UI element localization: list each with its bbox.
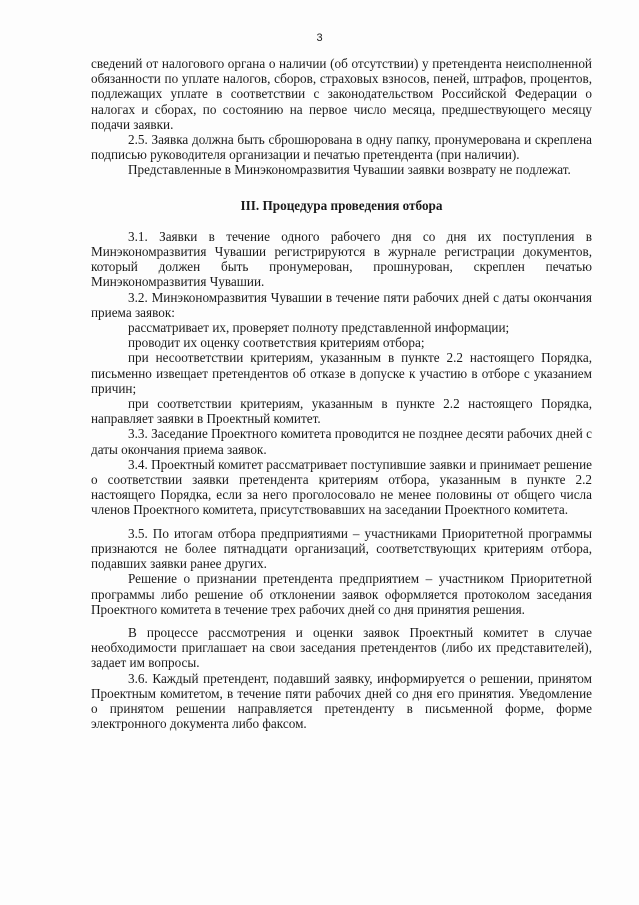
document-body: [91, 56, 592, 731]
list-item: проводит их оценку соответствия критериям отбора;: [128, 335, 425, 351]
paragraph: 3.6. Каждый претендент, подавший заявку, информируется о решении, принятом Проектным комитетом, в течение пяти рабочих дней со дня его принятия. Уведомление о принятом решении направляется претенденту в письменной форме, форме электронного документа либо факсом.: [91, 670, 592, 732]
paragraph: 3.1. Заявки в течение одного рабочего дня со дня их поступления в Минэкономразвития Чувашии регистрируются в журнале регистрации документов, который должен быть пронумерован, прошнурован, скреплен печатью Минэкономразвития Чувашии.: [91, 228, 592, 290]
paragraph: Решение о признании претендента предприятием – участником Приоритетной программы либо решение об отклонении заявок оформляется протоколом заседания Проектного комитета в течение трех рабочих дней со дня принятия решения.: [91, 571, 592, 617]
paragraph: 3.4. Проектный комитет рассматривает поступившие заявки и принимает решение о соответствии заявки претендента критериям отбора, указанным в пункте 2.2 настоящего Порядка, если за него проголосовало не менее половины от общего числа членов Проектного комитета, присутствовавших на заседании Проектного комитета.: [91, 456, 593, 518]
page-number: 3: [316, 32, 323, 44]
paragraph: 2.5. Заявка должна быть сброшюрована в одну папку, пронумерована и скреплена подписью руководителя организации и печатью претендента (при наличии).: [91, 132, 592, 163]
paragraph: Представленные в Минэкономразвития Чувашии заявки возврату не подлежат.: [128, 162, 571, 178]
list-item: рассматривает их, проверяет полноту представленной информации;: [128, 320, 510, 336]
list-item: при соответствии критериям, указанным в пункте 2.2 настоящего Порядка, направляет заявки в Проектный комитет.: [91, 396, 592, 427]
paragraph: 3.3. Заседание Проектного комитета проводится не позднее десяти рабочих дней с даты окончания приема заявок.: [91, 426, 592, 457]
paragraph: сведений от налогового органа о наличии (об отсутствии) у претендента неисполненной обязанности по уплате налогов, сборов, страховых взносов, пеней, штрафов, процентов, подлежащих уплате в соответствии с законодательством Российской Федерации о налогах и сборах, по состоянию на первое число месяца, предшествующего месяцу подачи заявки.: [91, 56, 592, 132]
section-heading: III. Процедура проведения отбора: [240, 197, 443, 213]
paragraph: 3.2. Минэкономразвития Чувашии в течение пяти рабочих дней с даты окончания приема заявок:: [91, 289, 592, 320]
list-item: при несоответствии критериям, указанным в пункте 2.2 настоящего Порядка, письменно извещает претендентов об отказе в допуске к участию в отборе с указанием причин;: [91, 350, 592, 396]
paragraph: 3.5. По итогам отбора предприятиями – участниками Приоритетной программы признаются не более пятнадцати организаций, соответствующих критериям отбора, подавших заявки ранее других.: [91, 525, 592, 572]
paragraph: В процессе рассмотрения и оценки заявок Проектный комитет в случае необходимости приглашает на свои заседания претендентов (либо их представителей), задает им вопросы.: [91, 624, 592, 671]
